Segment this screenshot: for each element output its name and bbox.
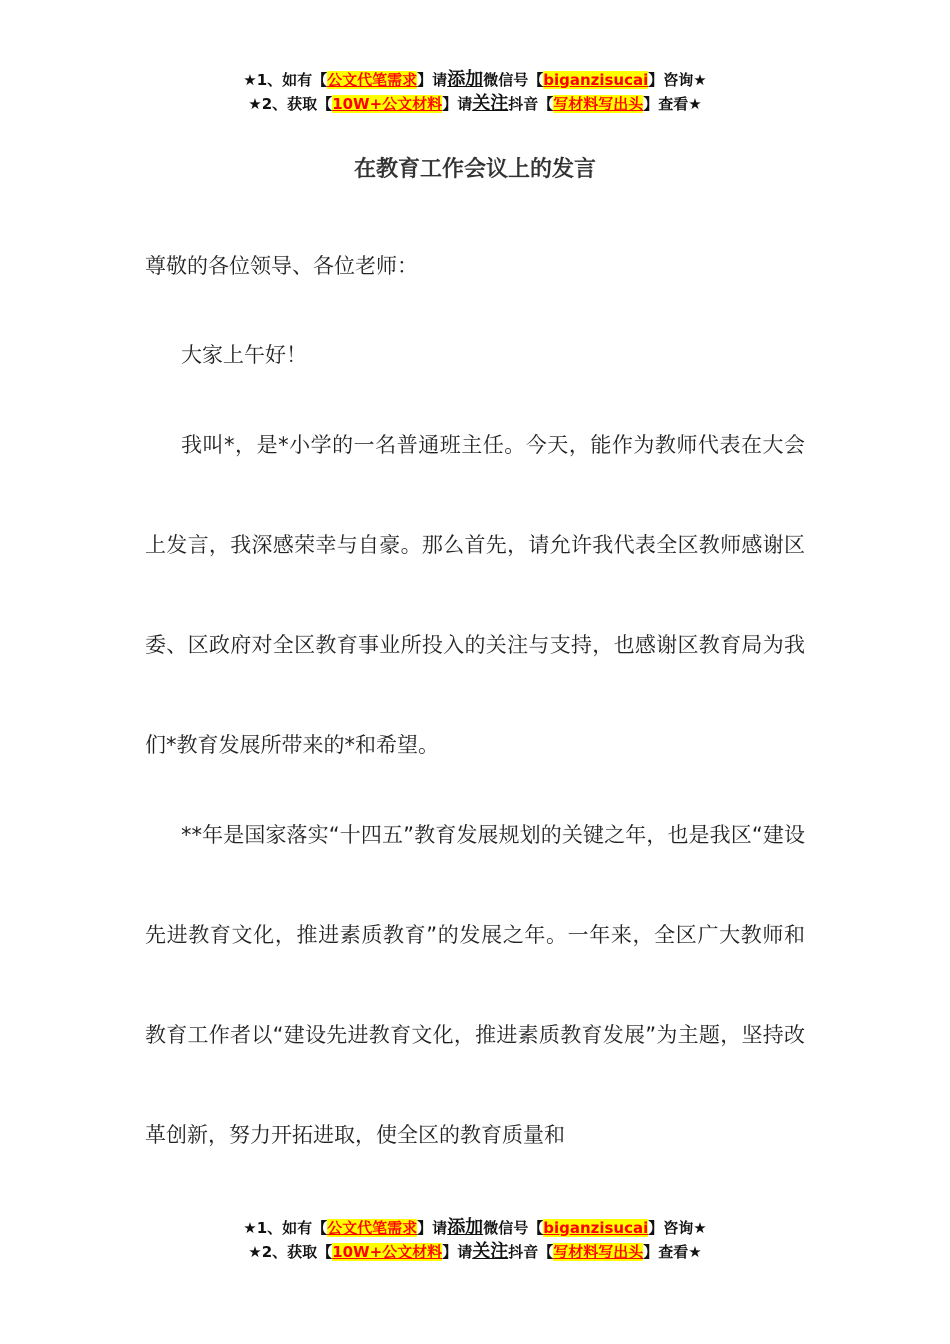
banner-douyin-id: 写材料写出头 (553, 1243, 644, 1261)
banner-text: ★2、获取【 (248, 1243, 333, 1261)
document-title: 在教育工作会议上的发言 (353, 157, 596, 182)
banner-text: ★1、如有【 (243, 1219, 328, 1237)
banner-text: 】咨询★ (648, 71, 707, 89)
salutation: 尊敬的各位领导、各位老师： (145, 254, 418, 278)
banner-text: 】查看★ (643, 1243, 702, 1261)
banner-emphasis: 关注 (472, 1241, 509, 1262)
banner-text: 抖音【 (508, 1243, 554, 1261)
banner-highlight: 公文代笔需求 (327, 1219, 418, 1237)
banner-wechat-id: biganzisucai (543, 71, 649, 89)
banner-text: 】请 (417, 1219, 448, 1237)
banner-text: 】查看★ (643, 95, 702, 113)
banner-text: 】请 (442, 1243, 473, 1261)
paragraph-greeting: 大家上午好！ (181, 343, 307, 367)
paragraph-introduction: 我叫*，是*小学的一名普通班主任。今天，能作为教师代表在大会上发言，我深感荣幸与自豪。那么首先，请允许我代表全区教师感谢区委、区政府对全区教育事业所投入的关注与支持，也感谢区教育局为我们*教育发展所带来的*和希望。 (145, 433, 805, 757)
header-banner (0, 68, 950, 116)
banner-douyin-id: 写材料写出头 (553, 95, 644, 113)
banner-text: 微信号【 (483, 71, 544, 89)
banner-wechat-id: biganzisucai (543, 1219, 649, 1237)
banner-emphasis: 关注 (472, 93, 509, 114)
banner-line-1 (0, 68, 950, 92)
banner-line-2 (0, 1240, 950, 1264)
banner-line-2 (0, 92, 950, 116)
paragraph-review: **年是国家落实“十四五”教育发展规划的关键之年，也是我区“建设先进教育文化，推进素质教育”的发展之年。一年来，全区广大教师和教育工作者以“建设先进教育文化，推进素质教育发展”为主题，坚持改革创新，努力开拓进取，使全区的教育质量和 (145, 823, 805, 1147)
banner-highlight: 10W+公文材料 (332, 95, 443, 113)
banner-emphasis: 添加 (447, 69, 484, 90)
banner-text: 】咨询★ (648, 1219, 707, 1237)
banner-line-1 (0, 1216, 950, 1240)
banner-text: ★2、获取【 (248, 95, 333, 113)
banner-text: 】请 (417, 71, 448, 89)
footer-banner (0, 1216, 950, 1264)
banner-emphasis: 添加 (447, 1217, 484, 1238)
banner-text: ★1、如有【 (243, 71, 328, 89)
banner-text: 】请 (442, 95, 473, 113)
banner-highlight: 10W+公文材料 (332, 1243, 443, 1261)
banner-highlight: 公文代笔需求 (327, 71, 418, 89)
banner-text: 微信号【 (483, 1219, 544, 1237)
banner-text: 抖音【 (508, 95, 554, 113)
